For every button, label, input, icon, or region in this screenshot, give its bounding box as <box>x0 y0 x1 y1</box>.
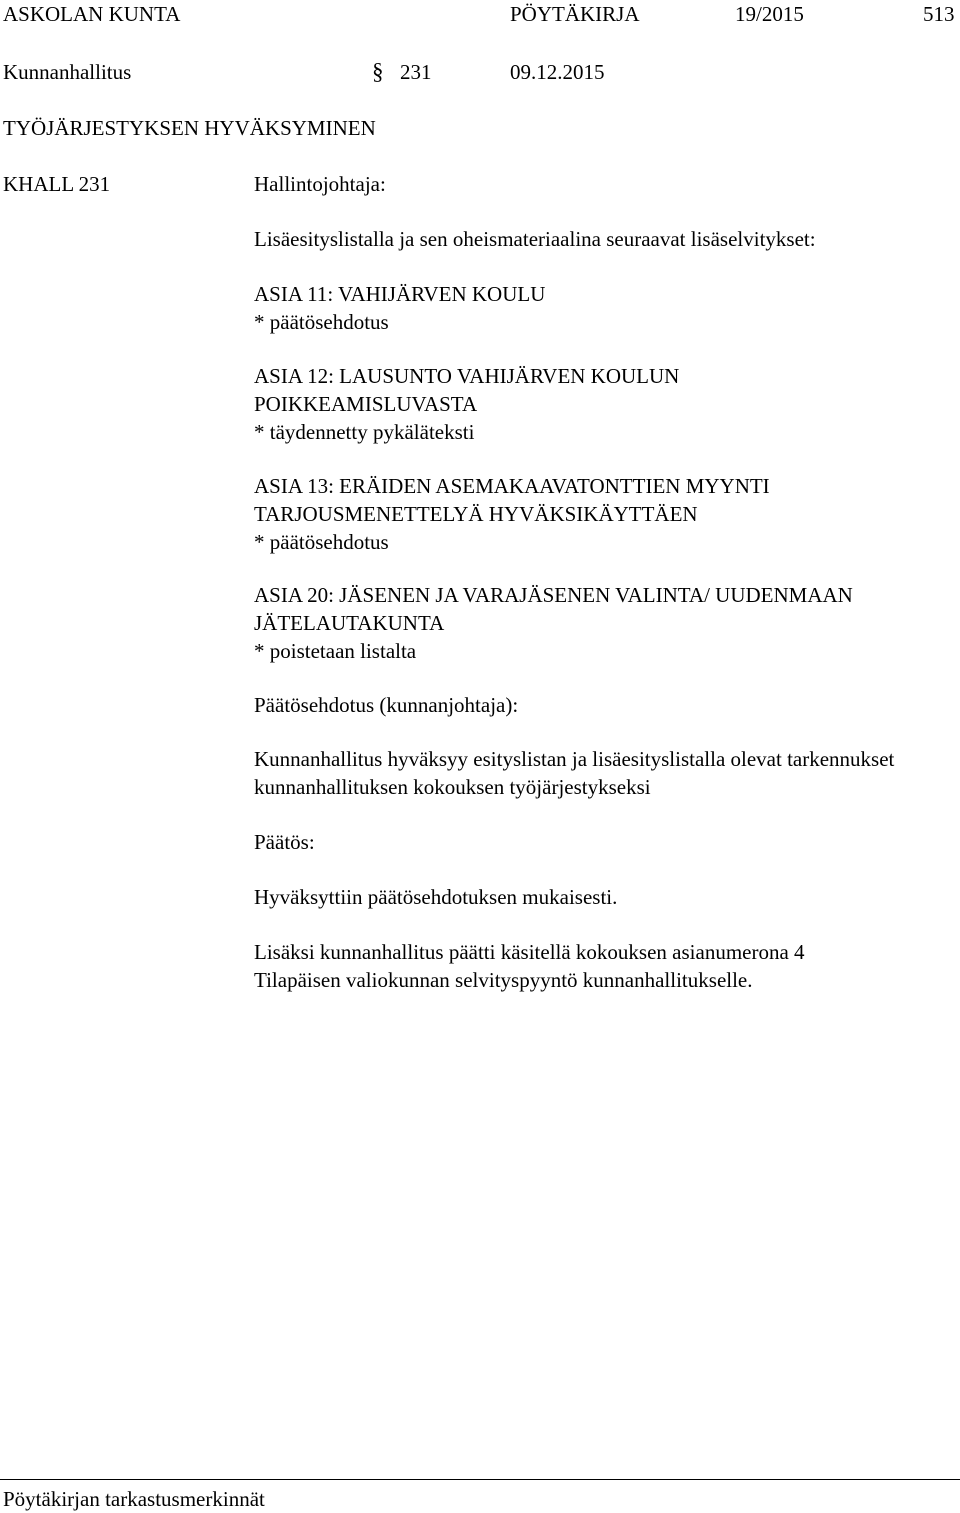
decision-text: Hyväksyttiin päätösehdotuksen mukaisesti. <box>254 885 618 909</box>
supplementary-item-note: * päätösehdotus <box>254 310 389 334</box>
municipality-name: ASKOLAN KUNTA <box>3 2 181 26</box>
footer-inspection-marks-label: Pöytäkirjan tarkastusmerkinnät <box>3 1487 265 1511</box>
decision-additional-line: Lisäksi kunnanhallitus päätti käsitellä kokouksen asianumerona 4 <box>254 940 805 964</box>
supplementary-item-title: ASIA 11: VAHIJÄRVEN KOULU <box>254 282 546 306</box>
supplementary-item-title: ASIA 20: JÄSENEN JA VARAJÄSENEN VALINTA/ UUDENMAAN <box>254 583 853 607</box>
supplementary-item-title-cont: JÄTELAUTAKUNTA <box>254 611 445 635</box>
page-number: 513 <box>923 2 955 26</box>
proposal-label: Päätösehdotus (kunnanjohtaja): <box>254 693 519 717</box>
proposal-line: Kunnanhallitus hyväksyy esityslistan ja lisäesityslistalla olevat tarkennukset <box>254 747 895 771</box>
document-type: PÖYTÄKIRJA <box>510 2 640 26</box>
supplementary-item-title: ASIA 13: ERÄIDEN ASEMAKAAVATONTTIEN MYYNTI <box>254 474 770 498</box>
supplementary-item-title-cont: TARJOUSMENETTELYÄ HYVÄKSIKÄYTTÄEN <box>254 502 698 526</box>
decision-label: Päätös: <box>254 830 315 854</box>
proposal-text <box>254 745 960 801</box>
item-reference: KHALL 231 <box>3 172 111 196</box>
document-number: 19/2015 <box>735 2 804 26</box>
proposal-line: kunnanhallituksen kokouksen työjärjestykseksi <box>254 775 651 799</box>
governing-body: Kunnanhallitus <box>3 60 132 84</box>
supplementary-item-note: * täydennetty pykäläteksti <box>254 420 475 444</box>
section-symbol: § <box>372 59 384 84</box>
intro-text: Lisäesityslistalla ja sen oheismateriaalina seuraavat lisäselvitykset: <box>254 227 816 251</box>
section-number: 231 <box>400 60 432 84</box>
decision-additional-line: Tilapäisen valiokunnan selvityspyyntö kunnanhallitukselle. <box>254 968 753 992</box>
supplementary-item <box>254 280 960 336</box>
supplementary-item-title-cont: POIKKEAMISLUVASTA <box>254 392 478 416</box>
footer-divider <box>0 1479 960 1480</box>
agenda-item-title: TYÖJÄRJESTYKSEN HYVÄKSYMINEN <box>3 116 376 140</box>
meeting-date: 09.12.2015 <box>510 60 605 84</box>
presenter-label: Hallintojohtaja: <box>254 172 386 196</box>
supplementary-item <box>254 581 960 665</box>
supplementary-item-note: * päätösehdotus <box>254 530 389 554</box>
supplementary-item-title: ASIA 12: LAUSUNTO VAHIJÄRVEN KOULUN <box>254 364 680 388</box>
supplementary-item-note: * poistetaan listalta <box>254 639 417 663</box>
decision-additional <box>254 938 960 994</box>
supplementary-item <box>254 362 960 446</box>
supplementary-item <box>254 472 960 556</box>
